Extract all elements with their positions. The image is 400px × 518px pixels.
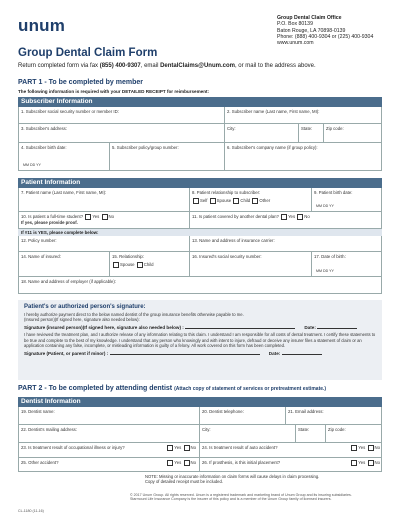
insured-name-field[interactable]: 14. Name of insured: — [21, 254, 61, 259]
other-plan-no-label: No — [304, 214, 310, 220]
subscriber-ssn-field[interactable]: 1. Subscriber social security number or member ID: — [21, 109, 119, 114]
auto-accident-label: 24. Is treatment result of auto accident? — [202, 445, 278, 450]
signature-1-label: Signature (insured person)(If signed here, signature also needed below) : — [24, 325, 184, 331]
part1-title: PART 1 - To be completed by member — [18, 79, 143, 86]
office-address — [277, 15, 373, 46]
subscriber-company-field[interactable]: 6. Subscriber's company name (if group policy): — [224, 143, 383, 170]
subscriber-birth-field[interactable] — [19, 143, 109, 170]
insured-birth-field[interactable] — [311, 252, 383, 276]
insured-relationship-field — [109, 252, 189, 276]
fulltime-no-checkbox[interactable] — [102, 214, 108, 220]
patient-heading: Patient Information — [18, 178, 382, 188]
signature-section — [18, 300, 382, 380]
occupational-no-label: No — [190, 445, 196, 451]
occupational-no-checkbox[interactable] — [184, 445, 190, 451]
patient-birth-field[interactable] — [311, 188, 383, 211]
ins-child-label: Child — [143, 262, 154, 268]
occupational-field — [19, 443, 199, 457]
certification-text: I have reviewed the treatment plan, and I authorize release of any information relating to this claim. I understand I am responsible for all costs of dental treatment. I certify these statements to be true and complete to the best of my knowledge. I understand that any person who knowingly and with intent to injure, defraud or deceive any insurer files a statement of claim or an application containing any false, incomplete, or misleading information is guilty of a felony. All work covered on this form has been completed. — [24, 332, 376, 348]
occupational-label: 23. Is treatment result of occupational illness or injury? — [21, 445, 125, 450]
part1-note: The following information is required with your DETAILED RECEIPT for reimbursement: — [18, 89, 210, 94]
date-1-label: Date: — [304, 325, 316, 331]
fulltime-no-label: No — [108, 214, 115, 220]
patient-row-2 — [18, 212, 382, 229]
patient-name-field[interactable]: 7. Patient name (Last name, First name, MI): — [21, 190, 107, 195]
subscriber-birth-label: 4. Subscriber birth date: — [21, 145, 67, 150]
insured-ssn-field[interactable]: 16. Insured's social security number: — [189, 252, 311, 276]
employer-field[interactable]: 18. Name and address of employer (if applicable): — [21, 279, 117, 284]
other-acc-no-label: No — [190, 460, 196, 466]
patient-birth-label: 9. Patient birth date: — [314, 190, 353, 195]
ins-spouse-checkbox[interactable] — [113, 262, 119, 268]
subscriber-row-1 — [18, 107, 382, 124]
form-subtitle — [18, 63, 316, 69]
footer-line-1: © 2017 Unum Group. All rights reserved. Unum is a registered trademark and marketing brand of Unum Group and its insuring subsidiaries. — [130, 493, 352, 497]
dentist-zip-field[interactable]: Zip code: — [325, 425, 383, 442]
rel-spouse-label: Spouse — [216, 198, 232, 204]
rel-child-label: Child — [240, 198, 251, 204]
other-plan-label: 11. Is patient covered by another dental plan? — [192, 214, 279, 220]
prosthesis-yes-label: Yes — [358, 460, 366, 466]
fulltime-student-field — [19, 212, 189, 228]
other-acc-yes-label: Yes — [174, 460, 182, 466]
auto-yes-checkbox[interactable] — [351, 445, 357, 451]
dentist-email-field[interactable]: 21. Email address: — [285, 407, 383, 424]
dentist-row-4 — [18, 458, 382, 472]
fax-number: (855) 400-9307 — [99, 63, 141, 69]
signature-line-1[interactable] — [24, 325, 376, 330]
prosthesis-field — [199, 458, 383, 471]
subtitle-mid: , email — [140, 63, 161, 69]
part2-note: (Attach copy of statement of services or pretreatment estimate.) — [174, 386, 327, 392]
dentist-heading: Dentist Information — [18, 397, 382, 407]
subtitle-post: , or mail to the address above. — [234, 63, 316, 69]
subscriber-row-3 — [18, 143, 382, 171]
unum-logo: unum — [18, 16, 66, 35]
dentist-address-field[interactable]: 22. Dentist's mailing address: — [21, 427, 77, 432]
dentist-state-field[interactable]: State: — [295, 425, 325, 442]
patient-relationship-label: 8. Patient relationship to subscriber: — [192, 190, 261, 195]
prosthesis-no-label: No — [374, 460, 380, 466]
office-web: www.unum.com — [277, 40, 314, 47]
ins-spouse-label: Spouse — [120, 262, 135, 268]
other-acc-no-checkbox[interactable] — [184, 460, 190, 466]
part2-title — [18, 385, 326, 392]
signature-authorization — [24, 312, 376, 322]
fulltime-yes-label: Yes — [92, 214, 100, 220]
patient-relationship-field — [189, 188, 311, 211]
other-accident-label: 25. Other accident? — [21, 460, 59, 465]
subtitle-pre: Return completed form via fax — [18, 63, 100, 69]
signature-2-label: Signature (Patient, or parent if minor) : — [24, 351, 109, 357]
dentist-row-3 — [18, 443, 382, 458]
authorization-text-2: (Insured person)(If signed here, signature also needed below): — [24, 317, 140, 323]
fulltime-label: 10. Is patient a full-time student? — [21, 214, 84, 220]
rel-other-checkbox[interactable] — [252, 198, 258, 204]
other-plan-yes-label: Yes — [288, 214, 296, 220]
rel-other-label: Other — [259, 198, 271, 204]
rel-child-checkbox[interactable] — [233, 198, 239, 204]
patient-row-4 — [18, 252, 382, 277]
occupational-yes-label: Yes — [174, 445, 182, 451]
patient-row-5 — [18, 277, 382, 294]
part2-title-text: PART 2 - To be completed by attending dentist — [18, 385, 173, 392]
office-phone: Phone: (888) 400-9304 or (225) 400-9304 — [277, 33, 374, 40]
authorization-text: I hereby authorize payment direct to the below named dentist of the group insurance benefits otherwise payable to me. — [24, 312, 244, 317]
auto-accident-field — [199, 443, 383, 457]
office-city: Baton Rouge, LA 70898-0139 — [277, 27, 346, 34]
prosthesis-no-checkbox[interactable] — [368, 460, 374, 466]
date-labels: MM DD YY — [316, 204, 334, 208]
other-plan-field — [189, 212, 383, 228]
subscriber-state-field[interactable]: State: — [298, 124, 323, 142]
subscriber-zip-field[interactable]: Zip code: — [323, 124, 383, 142]
footer-line-2: Starmount Life Insurance Company is the insurer of this policy and is a member of the Unum Group family of licensed insurers. — [130, 497, 332, 502]
auto-no-checkbox[interactable] — [368, 445, 374, 451]
occupational-yes-checkbox[interactable] — [167, 445, 173, 451]
other-acc-yes-checkbox[interactable] — [167, 460, 173, 466]
dentist-name-field[interactable]: 19. Dentist name: — [21, 409, 55, 414]
other-plan-yes-checkbox[interactable] — [281, 214, 287, 220]
dentist-row-1 — [18, 407, 382, 425]
subscriber-heading: Subscriber Information — [18, 97, 382, 107]
date-2-label: Date: — [268, 351, 281, 357]
patient-row-1 — [18, 188, 382, 212]
signature-line-2[interactable] — [24, 351, 376, 356]
subscriber-row-2 — [18, 124, 382, 143]
auto-no-label: No — [374, 445, 380, 451]
prosthesis-yes-checkbox[interactable] — [351, 460, 357, 466]
rel-self-checkbox[interactable] — [193, 198, 199, 204]
other-accident-field — [19, 458, 199, 471]
subscriber-policy-field[interactable]: 5. Subscriber policy/group number: — [109, 143, 224, 170]
dentist-phone-field[interactable]: 20. Dentist telephone: — [199, 407, 285, 424]
signature-heading: Patient's or authorized person's signature: — [24, 304, 146, 310]
policy-number-field[interactable]: 12. Policy number: — [21, 238, 57, 243]
footer — [130, 493, 382, 502]
office-po: P.O. Box 80139 — [277, 21, 313, 28]
date-labels: MM DD YY — [316, 269, 334, 273]
date-labels: MM DD YY — [23, 163, 41, 167]
rel-spouse-checkbox[interactable] — [210, 198, 216, 204]
auto-yes-label: Yes — [358, 445, 366, 451]
subscriber-name-field[interactable]: 2. Subscriber name (Last name, First name, MI): — [224, 107, 383, 123]
patient-row-3 — [18, 236, 382, 252]
ifyes-banner: If #11 is YES, please complete below: — [18, 229, 382, 236]
email-address[interactable]: DentalClaims@Unum.com — [160, 63, 235, 69]
form-title: Group Dental Claim Form — [18, 47, 158, 59]
ins-child-checkbox[interactable] — [137, 262, 143, 268]
note-line-2: Copy of detailed receipt must be included. — [145, 479, 223, 484]
prosthesis-label: 26. If prosthesis, is this initial placement? — [202, 460, 281, 465]
processing-note — [145, 474, 319, 484]
fulltime-note: If yes, please provide proof. — [21, 220, 78, 225]
other-plan-no-checkbox[interactable] — [297, 214, 303, 220]
carrier-field[interactable]: 13. Name and address of insurance carrier: — [189, 236, 383, 251]
dentist-city-field[interactable]: City: — [199, 425, 295, 442]
rel-self-label: Self — [200, 198, 208, 204]
insured-birth-label: 17. Date of birth: — [314, 254, 346, 259]
dentist-row-2 — [18, 425, 382, 443]
subscriber-city-field[interactable]: City: — [224, 124, 298, 142]
insured-relationship-label: 15. Relationship: — [112, 254, 145, 259]
office-name: Group Dental Claim Office — [277, 15, 342, 21]
fulltime-yes-checkbox[interactable] — [85, 214, 91, 220]
subscriber-address-field[interactable]: 3. Subscriber's address: — [21, 126, 67, 131]
note-line-1: NOTE: Missing or inaccurate information on claim forms will cause delays in claim processing. — [145, 474, 320, 479]
form-code: CL-1180 (11-16) — [18, 509, 44, 513]
